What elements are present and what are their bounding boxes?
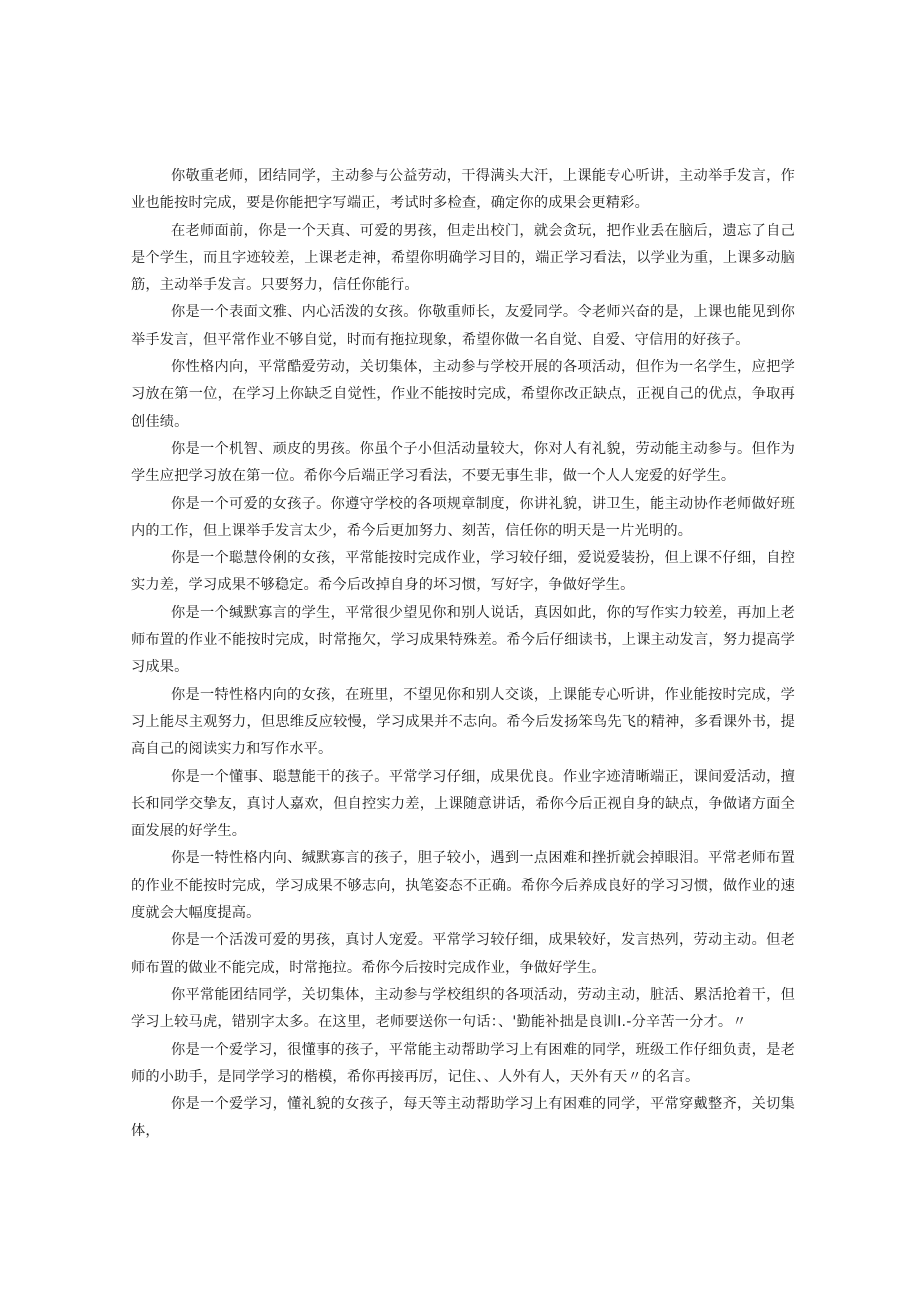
paragraph-9: 你是一特性格内向的女孩，在班里，不望见你和别人交谈，上课能专心听讲，作业能按时完成，学习上能尽主观努力，但思维反应较慢，学习成果并不志向。希今后发扬笨鸟先飞的精神，多看课外书，提高自己的阅读实力和写作水平。 bbox=[131, 686, 795, 758]
paragraph-5: 你是一个机智、顽皮的男孩。你虽个子小但活动量较大，你对人有礼貌，劳动能主动参与。但作为学生应把学习放在第一位。希你今后端正学习看法，不要无事生非，做一个人人宠爱的好学生。 bbox=[131, 440, 795, 485]
paragraph-8: 你是一个缄默寡言的学生，平常很少望见你和别人说话，真因如此，你的写作实力较差，再加上老师布置的作业不能按时完成，时常拖欠，学习成果特殊差。希今后仔细读书，上课主动发言，努力提高学习成果。 bbox=[131, 604, 795, 676]
paragraph-13: 你平常能团结同学，关切集体，主动参与学校组织的各项活动，劳动主动，脏活、累活抢着干，但学习上较马虎，错别字太多。在这里，老师要送你一句话：、'勤能补拙是良训I.-分辛苦一分才。〃 bbox=[131, 986, 795, 1031]
document-body bbox=[131, 163, 795, 1146]
paragraph-4: 你性格内向，平常酷爱劳动，关切集体，主动参与学校开展的各项活动，但作为一名学生，应把学习放在第一位，在学习上你缺乏自觉性，作业不能按时完成，希望你改正缺点，正视自己的优点，争取再创佳绩。 bbox=[131, 359, 795, 430]
paragraph-15: 你是一个爱学习，懂礼貌的女孩子，每天等主动帮助学习上有困难的同学，平常穿戴整齐，关切集体， bbox=[131, 1096, 795, 1140]
paragraph-1: 你敬重老师，团结同学，主动参与公益劳动，干得满头大汗，上课能专心听讲，主动举手发言，作业也能按时完成，要是你能把字写端正，考试时多检查，确定你的成果会更精彩。 bbox=[131, 168, 795, 212]
paragraph-6: 你是一个可爱的女孩子。你遵守学校的各项规章制度，你讲礼貌，讲卫生，能主动协作老师做好班内的工作，但上课举手发言太少，希今后更加努力、刻苦，信任你的明天是一片光明的。 bbox=[131, 495, 795, 539]
paragraph-12: 你是一个活泼可爱的男孩，真讨人宠爱。平常学习较仔细，成果较好，发言热列，劳动主动。但老师布置的做业不能完成，时常拖拉。希你今后按时完成作业，争做好学生。 bbox=[131, 932, 795, 976]
paragraph-14: 你是一个爱学习，很懂事的孩子，平常能主动帮助学习上有困难的同学，班级工作仔细负责，是老师的小助手，是同学学习的楷模，希你再接再厉，记住、、人外有人，天外有天〃的名言。 bbox=[131, 1041, 795, 1085]
paragraph-7: 你是一个聪慧伶俐的女孩，平常能按时完成作业，学习较仔细，爱说爱装扮，但上课不仔细，自控实力差，学习成果不够稳定。希今后改掉自身的坏习惯，写好字，争做好学生。 bbox=[131, 550, 795, 594]
paragraph-2: 在老师面前，你是一个天真、可爱的男孩，但走出校门，就会贪玩，把作业丢在脑后，遗忘了自己是个学生，而且字迹较差，上课老走神，希望你明确学习目的，端正学习看法，以学业为重，上课多动脑筋，主动举手发言。只要努力，信任你能行。 bbox=[131, 222, 795, 294]
paragraph-3: 你是一个表面文雅、内心活泼的女孩。你敬重师长，友爱同学。令老师兴奋的是，上课也能见到你举手发言，但平常作业不够自觉，时而有拖拉现象，希望你做一名自觉、自爱、守信用的好孩子。 bbox=[131, 304, 795, 348]
paragraph-11: 你是一特性格内向、缄默寡言的孩子，胆子较小，遇到一点困难和挫折就会掉眼泪。平常老师布置的作业不能按时完成，学习成果不够志向，执笔姿态不正确。希你今后养成良好的学习习惯，做作业的速度就会大幅度提高。 bbox=[131, 850, 795, 922]
paragraph-10: 你是一个懂事、聪慧能干的孩子。平常学习仔细，成果优良。作业字迹清晰端正，课间爱活动，擅长和同学交挚友，真讨人嘉欢，但自控实力差，上课随意讲话，希你今后正视自身的缺点，争做诸方面全面发展的好学生。 bbox=[131, 768, 795, 840]
